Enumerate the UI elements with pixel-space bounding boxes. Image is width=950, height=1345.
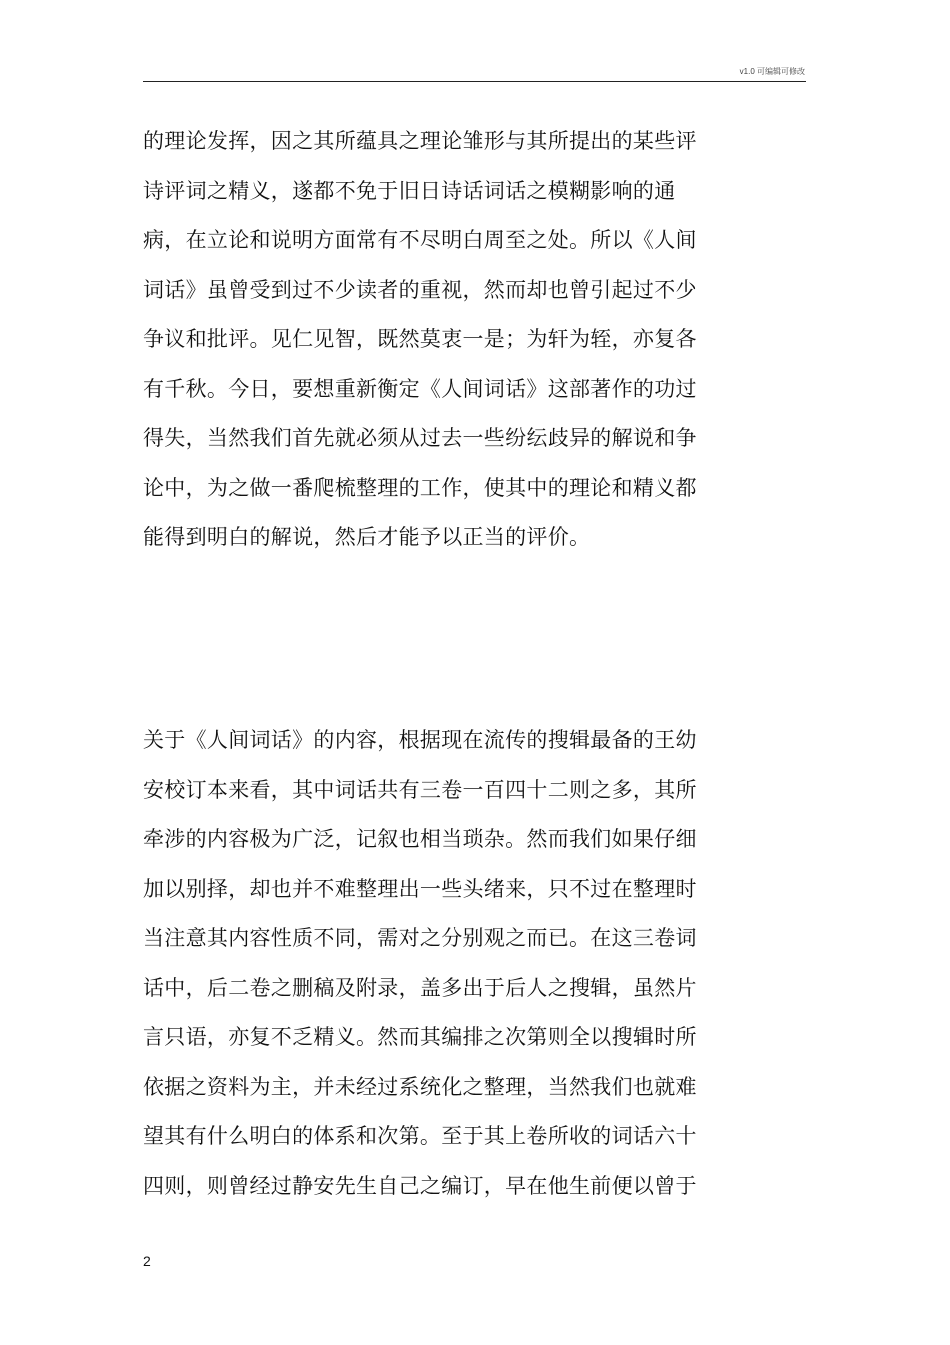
paragraph-line: 言只语，亦复不乏精义。然而其编排之次第则全以搜辑时所 xyxy=(143,1025,697,1049)
paragraph-line: 关于《人间词话》的内容，根据现在流传的搜辑最备的王幼 xyxy=(143,728,697,752)
paragraph-line: 诗评词之精义，遂都不免于旧日诗话词话之模糊影响的通 xyxy=(143,178,676,203)
paragraph-line: 安校订本来看，其中词话共有三卷一百四十二则之多，其所 xyxy=(143,777,697,802)
paragraph-line: 望其有什么明白的体系和次第。至于其上卷所收的词话六十 xyxy=(143,1124,697,1148)
paragraph-line: 有千秋。今日，要想重新衡定《人间词话》这部著作的功过 xyxy=(143,376,697,401)
paragraph-line: 争议和批评。见仁见智，既然莫衷一是；为轩为轾，亦复各 xyxy=(143,327,697,351)
paragraph-line: 能得到明白的解说，然后才能予以正当的评价。 xyxy=(143,525,591,549)
header-version-label: v1.0 可编辑可修改 xyxy=(739,67,805,76)
page-number: 2 xyxy=(143,1253,151,1269)
paragraph-line: 加以别择，却也并不难整理出一些头绪来，只不过在整理时 xyxy=(143,876,697,901)
paragraph-line: 依据之资料为主，并未经过系统化之整理，当然我们也就难 xyxy=(143,1074,697,1099)
paragraph-line: 的理论发挥，因之其所蕴具之理论雏形与其所提出的某些评 xyxy=(143,129,697,153)
paragraph-line: 四则，则曾经过静安先生自己之编订，早在他生前便以曾于 xyxy=(143,1173,697,1198)
body-paragraph-1 xyxy=(143,129,748,575)
paragraph-line: 词话》虽曾受到过不少读者的重视，然而却也曾引起过不少 xyxy=(143,277,697,302)
body-paragraph-2 xyxy=(143,728,748,1223)
paragraph-line: 病，在立论和说明方面常有不尽明白周至之处。所以《人间 xyxy=(143,228,697,252)
paragraph-line: 当注意其内容性质不同，需对之分别观之而已。在这三卷词 xyxy=(143,926,697,950)
paragraph-line: 牵涉的内容极为广泛，记叙也相当琐杂。然而我们如果仔细 xyxy=(143,827,697,851)
paragraph-line: 话中，后二卷之删稿及附录，盖多出于后人之搜辑，虽然片 xyxy=(143,975,697,1000)
header-rule xyxy=(143,81,806,82)
paragraph-line: 得失，当然我们首先就必须从过去一些纷纭歧异的解说和争 xyxy=(143,426,697,450)
paragraph-line: 论中，为之做一番爬梳整理的工作，使其中的理论和精义都 xyxy=(143,475,697,500)
